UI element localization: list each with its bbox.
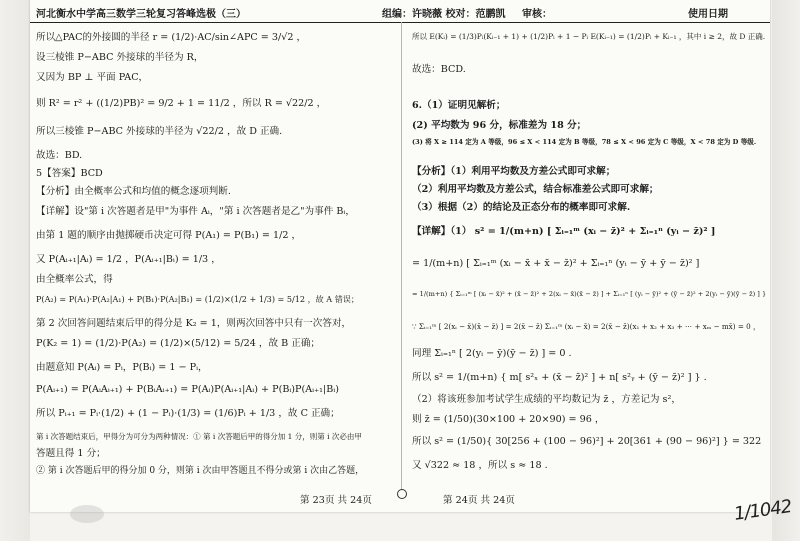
- left-line: 所以△PAC的外接圆的半径 r = (1/2)·AC/sin∠APC = 3/√2 ，: [36, 32, 307, 43]
- left-line: 所以三棱锥 P−ABC 外接球的半径为 √22/2 ，故 D 正确.: [36, 126, 283, 137]
- left-line: 【详解】设"第 i 次答题者是甲"为事件 Aᵢ，"第 i 次答题者是乙"为事件 Bᵢ，: [36, 206, 355, 217]
- right-line: (3) 将 X ≥ 114 定为 A 等级，96 ≤ X < 114 定为 B 等级，78 ≤ X < 96 定为 C 等级，X < 78 定为 D 等级.: [412, 138, 757, 146]
- column-divider: [401, 22, 402, 492]
- page-header: [30, 0, 770, 23]
- left-line: 又因为 BP ⊥ 平面 PAC，: [36, 72, 149, 83]
- smudge-mark: [70, 505, 104, 523]
- right-line: = 1/(m+n) { Σᵢ₌₁ᵐ [ (xᵢ − x̄)² + (x̄ − z̄)² + 2(xᵢ − x̄)(x̄ − z̄) ] + Σᵢ₌₁ⁿ [ (yᵢ − ȳ)² + (ȳ − z̄)² + 2(yᵢ − ȳ)(ȳ − z̄) ] }: [412, 290, 767, 298]
- right-line: 6.（1）证明见解析；: [412, 100, 506, 111]
- right-line: 【分析】（1）利用平均数及方差公式即可求解；: [412, 166, 616, 177]
- right-line: = 1/(m+n) [ Σᵢ₌₁ᵐ (xᵢ − x̄ + x̄ − z̄)² + Σᵢ₌₁ⁿ (yᵢ − ȳ + ȳ − z̄)² ]: [412, 258, 700, 269]
- right-line: 同理 Σᵢ₌₁ⁿ [ 2(yᵢ − ȳ)(ȳ − z̄) ] = 0 .: [412, 348, 572, 359]
- right-line: 所以 E(Kᵢ) = (1/3)Pᵢ(Kᵢ₋₁ + 1) + (1/2)Pᵢ + 1 − Pᵢ E(Kᵢ₋₁) = (1/2)Pᵢ + Kᵢ₋₁ ，其中 i ≥ 2，故 D 正确.: [412, 32, 766, 41]
- left-line: 5【答案】BCD: [36, 168, 103, 179]
- right-line: 所以 s² = 1/(m+n) { m[ s²ₓ + (x̄ − z̄)² ] + n[ s²ᵧ + (ȳ − z̄)² ] } .: [412, 372, 707, 383]
- header-title: 河北衡水中学高三数学三轮复习答峰选极（三）: [36, 9, 246, 20]
- right-line: ∵ Σᵢ₌₁ᵐ [ 2(xᵢ − x̄)(x̄ − z̄) ] = 2(x̄ − z̄) Σᵢ₌₁ᵐ (xᵢ − x̄) = 2(x̄ − z̄)(x₁ + x₂ + x₃ + ⋯ + xₘ − mx̄) = 0 ，: [412, 322, 761, 331]
- scan-left-edge: [0, 0, 30, 541]
- right-line: 【详解】（1） s² = 1/(m+n) [ Σᵢ₌₁ᵐ (xᵢ − z̄)² + Σᵢ₌₁ⁿ (yᵢ − z̄)² ]: [412, 226, 716, 237]
- left-line: 设三棱锥 P−ABC 外接球的半径为 R，: [36, 52, 204, 63]
- right-line: 则 z̄ = (1/50)(30×100 + 20×90) = 96 ，: [412, 414, 605, 425]
- left-line: P(K₂ = 1) = (1/2)·P(A₂) = (1/2)×(5/12) = 5/24 ，故 B 正确；: [36, 338, 321, 349]
- left-line: 第 i 次答题结束后，甲得分为可分为两种情况：① 第 i 次答题后甲的得分加 1 分，则第 i 次必由甲: [36, 432, 362, 441]
- handwritten-note: 1/1042: [732, 496, 793, 525]
- scan-right-edge: [772, 0, 800, 541]
- left-line: 又 P(Aᵢ₊₁|Aᵢ) = 1/2 ，P(Aᵢ₊₁|Bᵢ) = 1/3 ，: [36, 254, 221, 265]
- header-date: 使用日期: [688, 9, 728, 20]
- right-line: （2）利用平均数及方差公式，结合标准差公式即可求解；: [412, 184, 659, 195]
- left-line: 由第 1 题的顺序由抛掷硬币决定可得 P(A₁) = P(B₁) = 1/2 ，: [36, 230, 302, 241]
- left-line: 故选：BD.: [36, 150, 83, 161]
- right-line: (2) 平均数为 96 分，标准差为 18 分；: [412, 120, 587, 131]
- left-line: 由全概率公式，得: [36, 274, 113, 285]
- page-number-right: 第 24页 共 24页: [443, 495, 515, 506]
- left-column: [36, 26, 370, 484]
- left-line: ② 第 i 次答题后甲的得分加 0 分，则第 i 次由甲答题且不得分或第 i 次由乙答题，: [36, 466, 365, 476]
- left-line: 答题且得 1 分；: [36, 448, 106, 459]
- page-number-left: 第 23页 共 24页: [300, 495, 372, 506]
- right-line: 又 √322 ≈ 18 ，所以 s ≈ 18 .: [412, 460, 548, 471]
- binding-hole-icon: [397, 489, 407, 499]
- header-editors: 组编：许晓薇 校对：范鹏凯: [382, 9, 506, 20]
- left-line: 【分析】由全概率公式和均值的概念逐项判断.: [36, 186, 231, 197]
- right-line: 故选：BCD.: [412, 64, 466, 75]
- left-line: 由题意知 P(Aᵢ) = Pᵢ，P(Bᵢ) = 1 − Pᵢ，: [36, 362, 208, 373]
- left-line: P(Aᵢ₊₁) = P(AᵢAᵢ₊₁) + P(BᵢAᵢ₊₁) = P(Aᵢ)P(Aᵢ₊₁|Aᵢ) + P(Bᵢ)P(Aᵢ₊₁|Bᵢ): [36, 384, 339, 395]
- left-line: 第 2 次回答问题结束后甲的得分是 K₂ = 1，则两次回答中只有一次答对，: [36, 318, 352, 329]
- right-line: （3）根据（2）的结论及正态分布的概率即可求解.: [412, 202, 631, 213]
- left-line: 则 R² = r² + ((1/2)PB)² = 9/2 + 1 = 11/2 ，所以 R = √22/2 ，: [36, 98, 327, 109]
- right-line: 所以 s² = (1/50){ 30[256 + (100 − 96)²] + 20[361 + (90 − 96)²] } = 322: [412, 436, 762, 447]
- left-line: 所以 Pᵢ₊₁ = Pᵢ·(1/2) + (1 − Pᵢ)·(1/3) = (1/6)Pᵢ + 1/3 ，故 C 正确；: [36, 408, 340, 419]
- right-column: [412, 26, 768, 484]
- header-review: 审核：: [522, 9, 552, 20]
- right-line: （2）将该班参加考试学生成绩的平均数记为 z̄ ，方差记为 s²，: [412, 394, 681, 405]
- left-line: P(A₂) = P(A₁)·P(A₂|A₁) + P(B₁)·P(A₂|B₁) = (1/2)×(1/2 + 1/3) = 5/12 ，故 A 错误；: [36, 294, 359, 304]
